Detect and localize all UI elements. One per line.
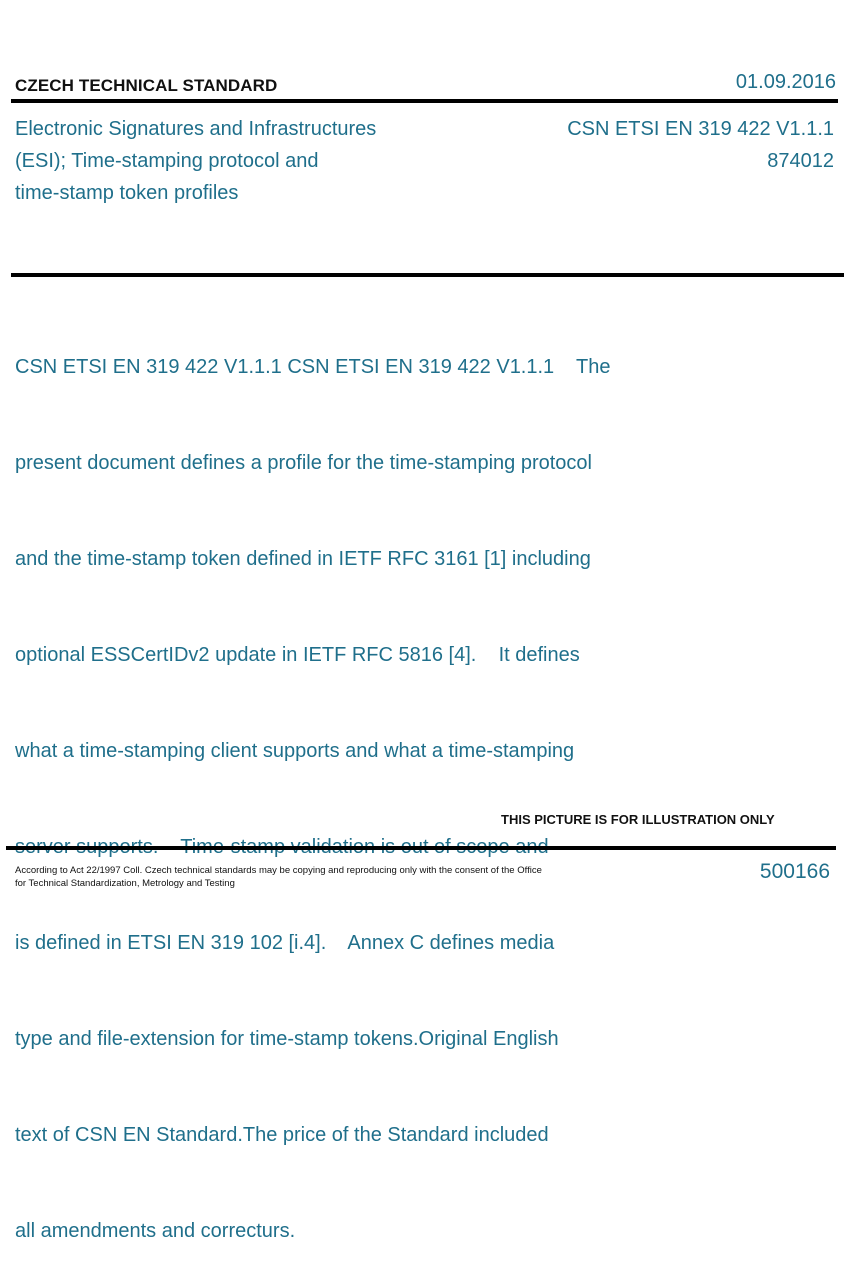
abstract-line: what a time-stamping client supports and what a time-stamping — [15, 740, 575, 762]
standard-title — [15, 113, 435, 209]
header-divider — [11, 99, 838, 103]
title-line: Electronic Signatures and Infrastructures — [15, 118, 377, 140]
publication-date: 01.09.2016 — [735, 71, 836, 93]
legal-line: for Technical Standardization, Metrology and Testing — [15, 878, 235, 889]
abstract-line: optional ESSCertIDv2 update in IETF RFC 5816 [4]. It defines — [15, 644, 580, 666]
abstract-line: is defined in ETSI EN 319 102 [i.4]. Annex C defines media — [15, 932, 555, 954]
standard-designation: CSN ETSI EN 319 422 V1.1.1 — [567, 118, 834, 140]
abstract-line: type and file-extension for time-stamp tokens.Original English — [15, 1028, 559, 1050]
standard-type-label: CZECH TECHNICAL STANDARD — [15, 76, 278, 95]
legal-notice — [15, 864, 615, 890]
abstract-line: all amendments and correcturs. — [15, 1220, 296, 1242]
title-divider — [11, 273, 844, 277]
abstract-line: CSN ETSI EN 319 422 V1.1.1 CSN ETSI EN 319 422 V1.1.1 The — [15, 356, 611, 378]
title-line: time-stamp token profiles — [15, 182, 239, 204]
abstract-line: text of CSN EN Standard.The price of the Standard included — [15, 1124, 549, 1146]
document-code: 500166 — [759, 860, 830, 883]
classification-code: 874012 — [767, 150, 834, 172]
title-line: (ESI); Time-stamping protocol and — [15, 150, 319, 172]
legal-line: According to Act 22/1997 Coll. Czech technical standards may be copying and reproducing only with the consent of the Office — [15, 865, 542, 876]
abstract-line: and the time-stamp token defined in IETF RFC 3161 [1] including — [15, 548, 591, 570]
abstract-line: present document defines a profile for the time-stamping protocol — [15, 452, 592, 474]
standard-identifier — [567, 113, 834, 177]
abstract-text — [15, 287, 665, 1279]
illustration-disclaimer: THIS PICTURE IS FOR ILLUSTRATION ONLY — [501, 812, 775, 827]
footer-divider — [6, 846, 836, 850]
